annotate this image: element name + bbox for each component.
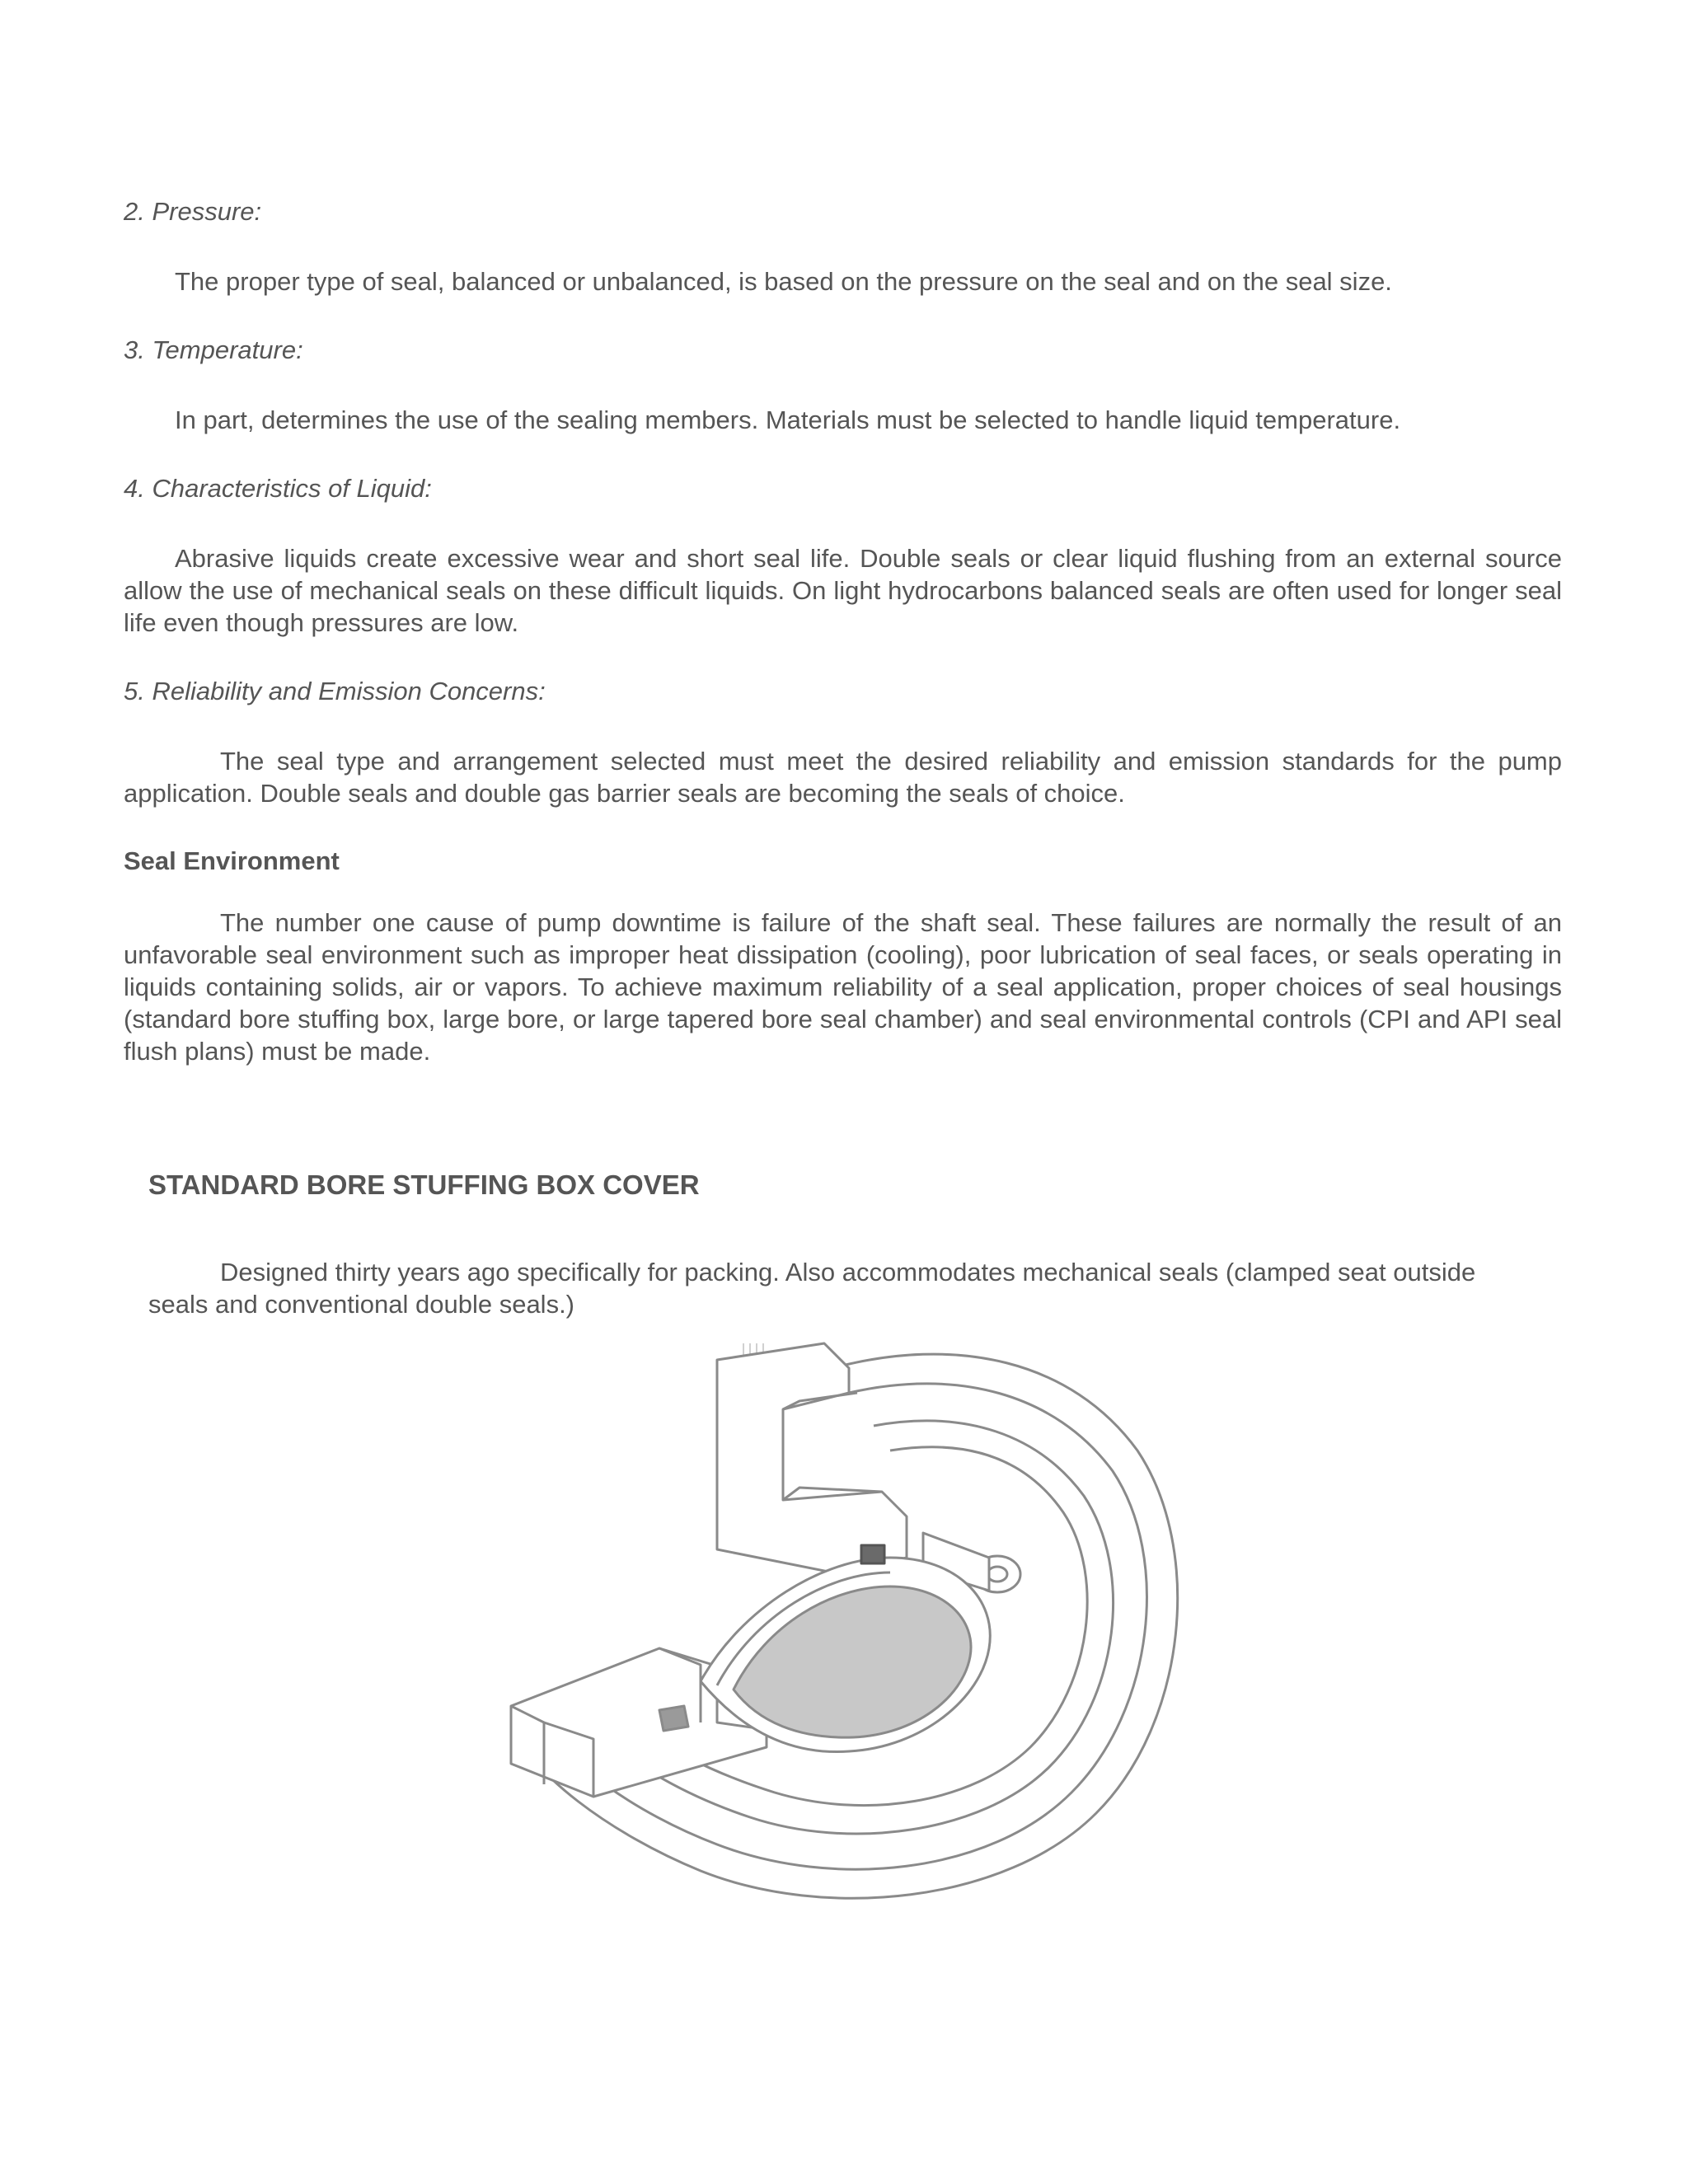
seal-environment-heading: Seal Environment <box>124 846 340 875</box>
temperature-paragraph: In part, determines the use of the sealing members. Materials must be selected to handle liquid temperature. <box>175 405 1401 434</box>
fitting-dark <box>861 1545 884 1563</box>
pressure-heading: 2. Pressure: <box>124 197 262 226</box>
pressure-paragraph: The proper type of seal, balanced or unbalanced, is based on the pressure on the seal and on the seal size. <box>175 267 1392 296</box>
temperature-heading: 3. Temperature: <box>124 335 303 364</box>
stuffing-box-cover-illustration <box>495 1335 1203 1912</box>
stuffing-box-title: STANDARD BORE STUFFING BOX COVER <box>148 1169 700 1200</box>
reliability-heading: 5. Reliability and Emission Concerns: <box>124 677 546 705</box>
liquid-characteristics-paragraph: Abrasive liquids create excessive wear and short seal life. Double seals or clear liquid flushing from an external source allow the use of mechanical seals on these difficult liquids. On light hydrocarbons balanced seals are often used for longer seal life even though pressures are low. <box>124 544 1562 637</box>
stuffing-box-paragraph: Designed thirty years ago specifically for packing. Also accommodates mechanical seals (clamped seat outside seals and conventional double seals.) <box>148 1258 1476 1319</box>
seal-environment-paragraph: The number one cause of pump downtime is failure of the shaft seal. These failures are normally the result of an unfavorable seal environment such as improper heat dissipation (cooling), poor lubrication of seal faces, or seals operating in liquids containing solids, air or vapors. To achieve maximum reliability of a seal application, proper choices of seal housings (standard bore stuffing box, large bore, or large tapered bore seal chamber) and seal environmental controls (CPI and API seal flush plans) must be made. <box>124 908 1562 1066</box>
fitting-left <box>659 1706 688 1731</box>
liquid-characteristics-heading: 4. Characteristics of Liquid: <box>124 474 432 503</box>
reliability-paragraph: The seal type and arrangement selected must meet the desired reliability and emission standards for the pump application. Double seals and double gas barrier seals are becoming the seals of choice. <box>124 747 1562 808</box>
